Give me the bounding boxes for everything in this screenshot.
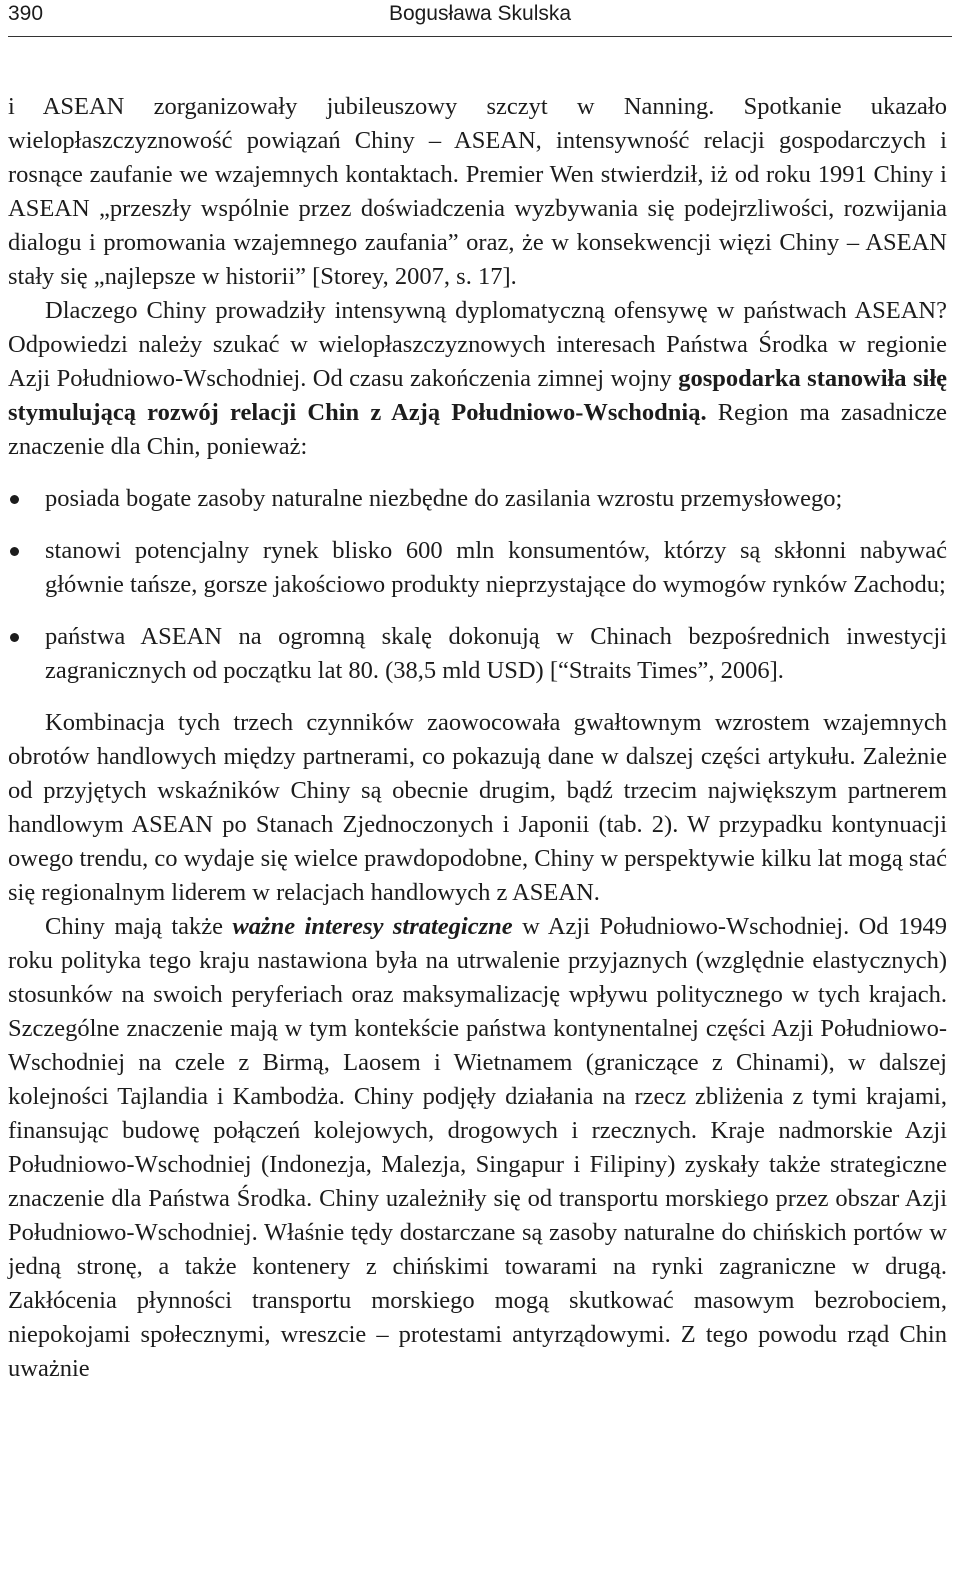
list-item (8, 620, 947, 688)
paragraph-4-start: Chiny mają także (45, 913, 233, 940)
bullet-list (8, 482, 947, 688)
bullet-text: posiada bogate zasoby naturalne niezbędne do zasilania wzrostu przemysłowego; (45, 485, 843, 512)
running-head-author: Bogusława Skulska (388, 2, 572, 25)
bullet-icon (10, 547, 19, 556)
bullet-text: stanowi potencjalny rynek blisko 600 mln konsumentów, którzy są skłonni nabywać głównie tańsze, gorsze jakościowo produkty nieprzystające do wymogów rynków Zachodu; (45, 537, 947, 598)
bullet-text: państwa ASEAN na ogromną skalę dokonują w Chinach bezpośrednich inwestycji zagranicznych od początku lat 80. (38,5 mld USD) [“Straits Times”, 2006]. (45, 623, 947, 684)
paragraph-2-bold: gospodarka stanowiła siłę stymulującą rozwój relacji Chin z Azją Południowo-Wschodnią. (8, 365, 948, 426)
paragraph-2-end: Region ma zasadnicze znaczenie dla Chin, ponieważ: (8, 399, 947, 460)
page-number: 390 (8, 2, 44, 25)
paragraph-4-italic: ważne interesy strategiczne (232, 913, 513, 940)
paragraph-4 (8, 910, 947, 1386)
paragraph-2-start: Dlaczego Chiny prowadziły intensywną dyplomatyczną ofensywę w państwach ASEAN? Odpowiedzi należy szukać w wielopłaszczyznowych interesach Państwa Środka w regionie Azji Południowo-Wschodniej. Od czasu zakończenia zimnej wojny (8, 297, 947, 392)
list-item (8, 482, 947, 516)
paragraph-4-end: w Azji Południowo-Wschodniej. Od 1949 roku polityka tego kraju nastawiona była na utrwalenie przyjaznych (względnie elastycznych) stosunków na swoich peryferiach oraz maksymalizację wpływu politycznego w tych krajach. Szczególne znaczenie mają w tym kontekście państwa kontynentalnej części Azji Południowo-Wschodniej na czele z Birmą, Laosem i Wietnamem (graniczące z Chinami), w dalszej kolejności Tajlandia i Kambodża. Chiny podjęły działania na rzecz zbliżenia z tymi krajami, finansując budowę połączeń kolejowych, drogowych i rzecznych. Kraje nadmorskie Azji Południowo-Wschodniej (Indonezja, Malezja, Singapur i Filipiny) zyskały także strategiczne znaczenie dla Państwa Środka. Chiny uzależniły się od transportu morskiego przez obszar Azji Południowo-Wschodniej. Właśnie tędy dostarczane są zasoby naturalne do chińskich portów w jedną stronę, a także kontenery z chińskimi towarami na rynki zagraniczne w drugą. Zakłócenia płynności transportu morskiego mogą skutkować masowym bezrobociem, niepokojami społecznymi, wreszcie – protestami antyrządowymi. Z tego powodu rząd Chin uważnie (8, 913, 947, 1382)
paragraph-1: i ASEAN zorganizowały jubileuszowy szczyt w Nanning. Spotkanie ukazało wielopłaszczyznowość powiązań Chiny – ASEAN, intensywność relacji gospodarczych i rosnące zaufanie we wzajemnych kontaktach. Premier Wen stwierdził, iż od roku 1991 Chiny i ASEAN „przeszły wspólnie przez doświadczenia wyzbywania się podejrzliwości, rozwijania dialogu i promowania wzajemnego zaufania” oraz, że w konsekwencji więzi Chiny – ASEAN stały się „najlepsze w historii” [Storey, 2007, s. 17]. (8, 93, 947, 290)
bullet-icon (10, 633, 19, 642)
paragraph-3: Kombinacja tych trzech czynników zaowocowała gwałtownym wzrostem wzajemnych obrotów handlowych między partnerami, co pokazują dane w dalszej części artykułu. Zależnie od przyjętych wskaźników Chiny są obecnie drugim, bądź trzecim największym partnerem handlowym ASEAN po Stanach Zjednoczonych i Japonii (tab. 2). W przypadku kontynuacji owego trendu, co wydaje się wielce prawdopodobne, Chiny w perspektywie kilku lat mogą stać się regionalnym liderem w relacjach handlowych z ASEAN. (8, 709, 947, 906)
paragraph-2 (8, 294, 947, 464)
list-item (8, 534, 947, 602)
page-header (8, 0, 952, 37)
bullet-icon (10, 495, 19, 504)
page-body (8, 90, 947, 1386)
